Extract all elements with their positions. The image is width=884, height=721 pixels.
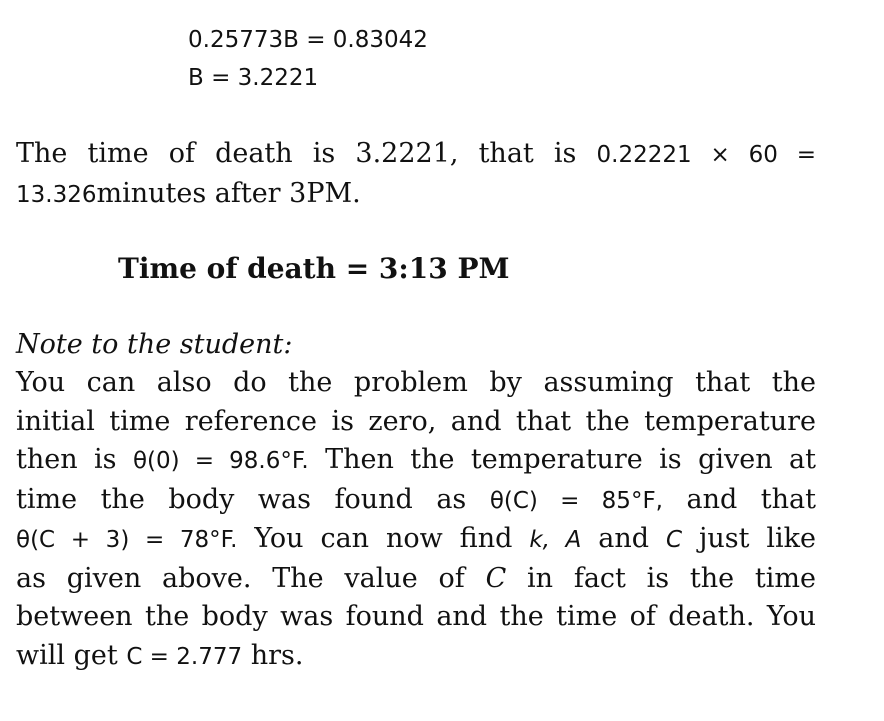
math-run: 0.22221 × 60 = <box>596 142 816 168</box>
equation-1-text: 0.25773B = 0.83042 <box>188 27 428 53</box>
paragraph-line <box>16 481 816 521</box>
text-run: The time of death is 3.2221, that is <box>16 138 577 169</box>
time-of-death-paragraph <box>16 135 816 214</box>
math-run: θ(0) = 98.6°F. <box>132 448 309 474</box>
paragraph-line <box>16 560 816 599</box>
paragraph-line <box>16 441 816 481</box>
text-run: and that <box>686 483 816 515</box>
text-run: Then the temperature is given at <box>325 444 816 475</box>
paragraph-line <box>16 175 816 215</box>
text-run: just like <box>699 523 817 554</box>
text-run: then is <box>16 444 117 475</box>
paragraph-line <box>16 637 816 677</box>
paragraph-line <box>16 520 816 560</box>
equation-2 <box>188 62 318 93</box>
text-run: in fact is the time <box>527 562 816 594</box>
time-of-death-result: Time of death = 3:13 PM <box>118 252 510 285</box>
math-run: θ(C + 3) = 78°F. <box>16 527 238 553</box>
text-run: as given above. The value of <box>16 562 465 594</box>
paragraph-line <box>16 135 816 175</box>
math-run: C = 2.777 <box>126 643 243 670</box>
math-run: θ(C) = 85°F, <box>489 487 663 514</box>
paragraph-line: initial time reference is zero, and that the temperature <box>16 405 816 437</box>
text-run: time the body was found as <box>16 483 467 515</box>
text-run: minutes after 3PM. <box>96 177 361 209</box>
text-run: You can now find <box>254 523 513 554</box>
math-run: 13.326 <box>16 181 97 208</box>
paragraph-line: You can also do the problem by assuming that the <box>16 367 816 398</box>
equation-2-text: B = 3.2221 <box>188 65 319 91</box>
note-paragraph <box>16 364 816 676</box>
text-run: hrs. <box>250 639 304 671</box>
math-run: C <box>666 527 683 553</box>
equation-1 <box>188 24 428 55</box>
note-title: Note to the student: <box>16 329 293 360</box>
text-run: and <box>598 523 650 554</box>
paragraph-line: between the body was found and the time of death. You <box>16 601 816 632</box>
text-run: will get <box>16 639 118 671</box>
math-run: C <box>485 562 507 594</box>
math-run: k, A <box>529 527 582 553</box>
